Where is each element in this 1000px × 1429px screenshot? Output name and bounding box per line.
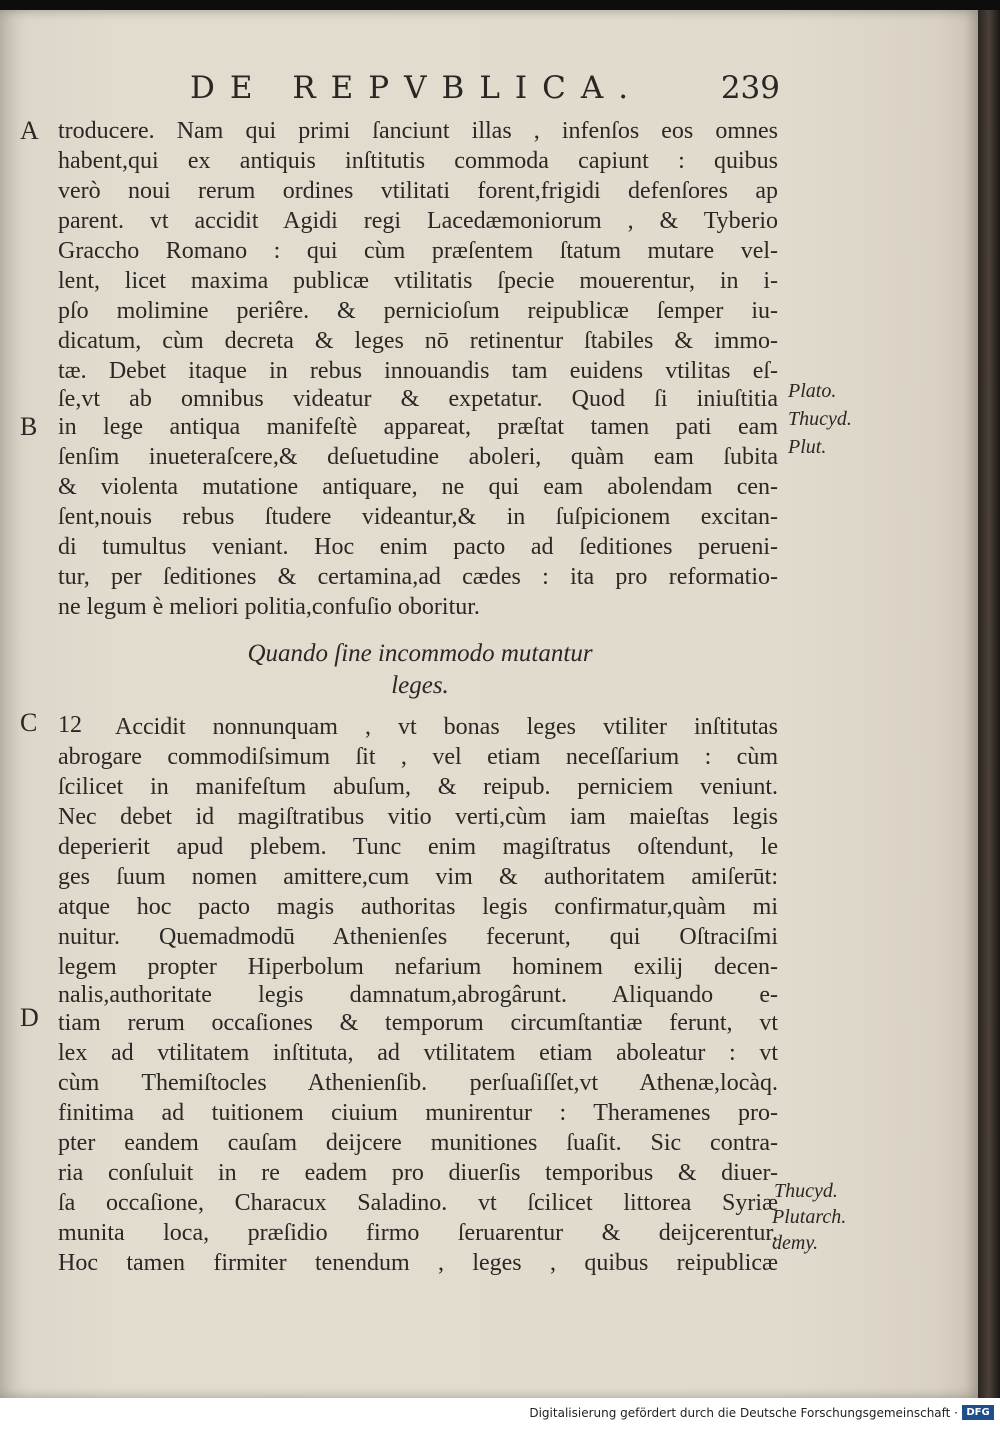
text-line: nuitur. Quemadmodū Athenienſes fecerunt, qui Oſtraciſmi — [58, 924, 778, 950]
margin-note-thucyd: Thucyd. — [788, 408, 852, 430]
text-line: finitima ad tuitionem ciuium munirentur : Theramenes pro- — [58, 1100, 778, 1126]
text-line: ria conſuluit in re eadem pro diuerſis temporibus & diuer- — [58, 1160, 778, 1186]
text-line: tæ. Debet itaque in rebus innouandis tam euidens vtilitas eſ- — [58, 358, 778, 384]
margin-note-demy: demy. — [772, 1232, 819, 1254]
text-line: Accidit nonnunquam , vt bonas leges vtiliter inſtitutas — [115, 714, 778, 740]
text-line: Hoc tamen firmiter tenendum , leges , quibus reipublicæ — [58, 1250, 778, 1276]
digitization-footer — [0, 1398, 1000, 1429]
margin-note-plato: Plato. — [788, 380, 837, 402]
paragraph-number: 12 — [58, 712, 82, 738]
text-line: ne legum è meliori politia,confuſio oboritur. — [58, 594, 480, 620]
running-header — [190, 70, 780, 120]
margin-note-plutarch: Plutarch. — [772, 1206, 847, 1228]
section-letter-a: A — [20, 116, 39, 145]
text-line: lent, licet maxima publicæ vtilitatis ſpecie mouerentur, in i- — [58, 268, 778, 294]
text-line: Graccho Romano : qui cùm præſentem ſtatum mutare vel- — [58, 238, 778, 264]
text-line: ſenſim inueteraſcere,& deſuetudine aboleri, quàm eam ſubita — [58, 444, 778, 470]
text-line: parent. vt accidit Agidi regi Lacedæmoniorum , & Tyberio — [58, 208, 778, 234]
margin-note-plut: Plut. — [788, 436, 827, 458]
text-line: deperierit apud plebem. Tunc enim magiſtratus oſtendunt, le — [58, 834, 778, 860]
section-heading-line2: leges. — [391, 672, 449, 699]
text-line: & violenta mutatione antiquare, ne qui eam abolendam cen- — [58, 474, 778, 500]
text-line: troducere. Nam qui primi ſanciunt illas , infenſos eos omnes — [58, 118, 778, 144]
text-line: abrogare commodiſsimum ſit , vel etiam neceſſarium : cùm — [58, 744, 778, 770]
text-line: tiam rerum occaſiones & temporum circumſtantiæ ferunt, vt — [58, 1010, 778, 1036]
section-letter-d: D — [20, 1003, 39, 1032]
text-line: ſcilicet in manifeſtum abuſum, & reipub. perniciem veniunt. — [58, 774, 778, 800]
text-line: Nec debet id magiſtratibus vitio verti,cùm iam maieſtas legis — [58, 804, 778, 830]
funding-credit-text: Digitalisierung gefördert durch die Deutsche Forschungsgemeinschaft · — [529, 1406, 958, 1420]
text-line: tur, per ſeditiones & certamina,ad cædes : ita pro reformatio- — [58, 564, 778, 590]
text-line: ſent,nouis rebus ſtudere videantur,& in ſuſpicionem excitan- — [58, 504, 778, 530]
text-line: legem propter Hiperbolum nefarium hominem exilij decen- — [58, 954, 778, 980]
book-spine — [978, 10, 1000, 1398]
dfg-logo: DFG — [962, 1405, 994, 1420]
text-line: lex ad vtilitatem inſtituta, ad vtilitatem etiam aboleatur : vt — [58, 1040, 778, 1066]
text-line: atque hoc pacto magis authoritas legis confirmatur,quàm mi — [58, 894, 778, 920]
margin-note-thucyd-2: Thucyd. — [774, 1180, 838, 1202]
text-line: in lege antiqua manifeſtè appareat, præſtat tamen pati eam — [58, 414, 778, 440]
text-line: dicatum, cùm decreta & leges nō retinentur ſtabiles & immo- — [58, 328, 778, 354]
section-letter-c: C — [20, 708, 38, 737]
text-line: ſe,vt ab omnibus videatur & expetatur. Quod ſi iniuſtitia — [58, 386, 778, 412]
section-letter-b: B — [20, 412, 38, 441]
text-line: cùm Themiſtocles Athenienſib. perſuaſiſſet,vt Athenæ,locàq. — [58, 1070, 778, 1096]
text-line: ſa occaſione, Characux Saladino. vt ſcilicet littorea Syriæ — [58, 1190, 778, 1216]
text-line: habent,qui ex antiquis inſtitutis commoda capiunt : quibus — [58, 148, 778, 174]
text-line: pſo molimine periêre. & pernicioſum reipublicæ ſemper iu- — [58, 298, 778, 324]
page-number: 239 — [720, 70, 780, 106]
text-line: di tumultus veniant. Hoc enim pacto ad ſeditiones perueni- — [58, 534, 778, 560]
section-heading-line1: Quando ſine incommodo mutantur — [247, 640, 593, 667]
text-line: ges ſuum nomen amittere,cum vim & authoritatem amiſerūt: — [58, 864, 778, 890]
text-line: munita loca, præſidio firmo ſeruarentur & deijcerentur. — [58, 1220, 778, 1246]
text-line: verò noui rerum ordines vtilitati forent,frigidi defenſores ap — [58, 178, 778, 204]
text-line: nalis,authoritate legis damnatum,abrogârunt. Aliquando e- — [58, 982, 778, 1008]
running-title: DE REPVBLICA. — [190, 70, 644, 106]
text-line: pter eandem cauſam deijcere munitiones ſuaſit. Sic contra- — [58, 1130, 778, 1156]
